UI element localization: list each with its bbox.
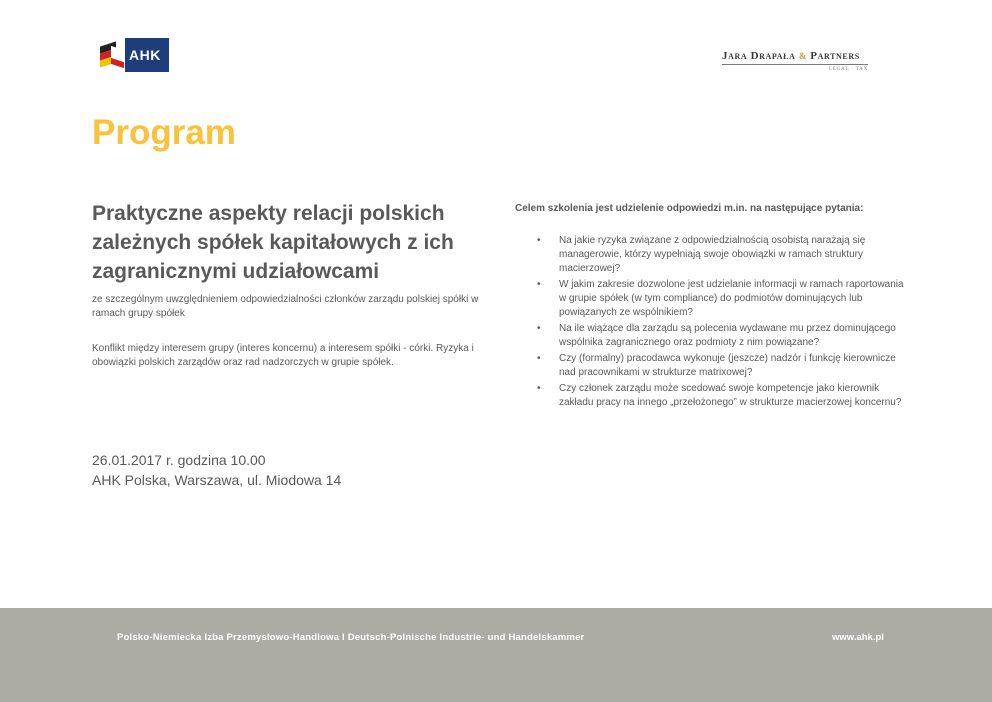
event-location: AHK Polska, Warszawa, ul. Miodowa 14	[92, 472, 342, 488]
list-item: • Czy członek zarządu może scedować swoje kompetencje jako kierownik zakładu pracy na innego „przełożonego” w strukturze macierzowej koncernu?	[537, 383, 902, 408]
list-item: • Na ile wiążące dla zarządu są polecenia wydawane mu przez dominującego wspólnika zagranicznego oraz podmioty z nim powiązane?	[537, 323, 896, 348]
ahk-logo	[97, 38, 169, 72]
bullet-icon: •	[537, 235, 541, 246]
bullet-icon: •	[537, 279, 541, 290]
questions-intro: Celem szkolenia jest udzielenie odpowiedzi m.in. na następujące pytania:	[515, 203, 864, 214]
bullet-icon: •	[537, 383, 541, 394]
list-item: • Czy (formalny) pracodawca wykonuje (jeszcze) nadzór i funkcję kierownicze nad pracownikami w strukturze matrixowej?	[537, 353, 896, 378]
seminar-description: Konflikt między interesem grupy (interes koncernu) a interesem spółki - córki. Ryzyka i obowiązki polskich zarządów oraz rad nadzorczych w grupie spółek.	[92, 343, 474, 368]
bullet-icon: •	[537, 353, 541, 364]
footer-bar	[0, 608, 992, 702]
jdp-logo-subtitle: LEGAL · TAX	[829, 67, 868, 72]
event-date: 26.01.2017 r. godzina 10.00	[92, 452, 266, 468]
jdp-logo-rule	[722, 64, 868, 65]
list-item: • W jakim zakresie dozwolone jest udzielanie informacji w ramach raportowania w grupie spółek (w tym compliance) do podmiotów dominujących lub powiązanych ze wspólnikiem?	[537, 279, 904, 318]
jdp-logo-name: Jara Drapała & Partners	[722, 50, 860, 62]
ahk-logo-text: AHK	[129, 47, 161, 63]
jdp-logo	[722, 50, 868, 80]
bullet-icon: •	[537, 323, 541, 334]
seminar-title: Praktyczne aspekty relacji polskich zależnych spółek kapitałowych z ich zagranicznymi udziałowcami	[92, 202, 454, 283]
footer-website-link[interactable]: www.ahk.pl	[832, 632, 884, 643]
page-title: Program	[92, 113, 236, 152]
list-item: • Na jakie ryzyka związane z odpowiedzialnością osobistą narażają się managerowie, którzy wypełniają swoje obowiązki w ramach struktury macierzowej?	[537, 235, 866, 274]
questions-list	[515, 234, 905, 412]
seminar-subtitle: ze szczególnym uwzględnieniem odpowiedzialności członków zarządu polskiej spółki w ramach grupy spółek	[92, 294, 479, 319]
footer-organization: Polsko-Niemiecka Izba Przemysłowo-Handlowa I Deutsch-Polnische Industrie- und Handelskammer	[117, 632, 585, 643]
flag-icon	[97, 38, 125, 72]
